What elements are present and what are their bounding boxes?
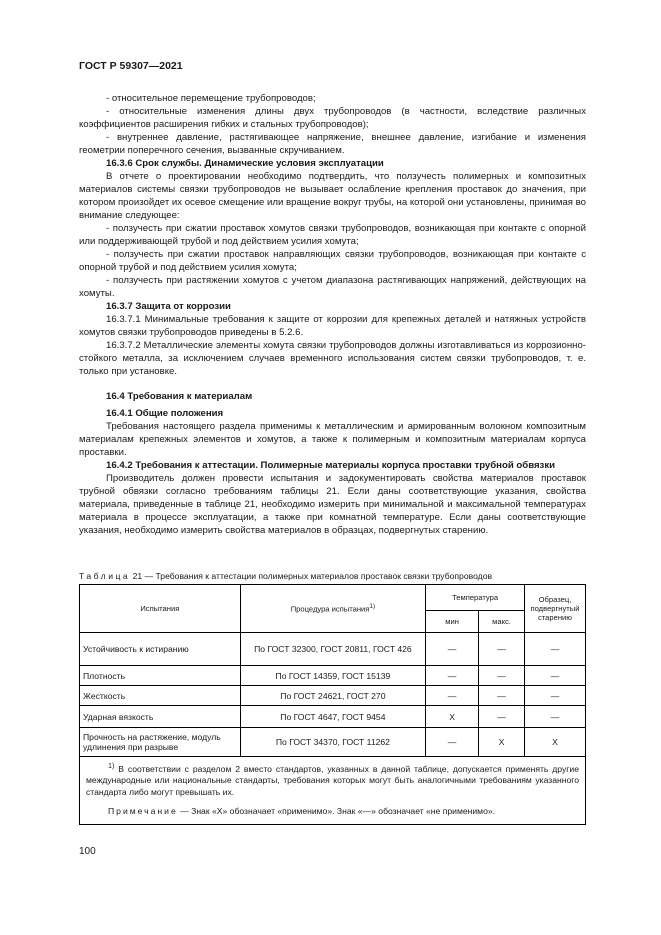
paragraph: В отчете о проектировании необходимо подтвердить, что ползучесть полимерных и композитных материалов системы связки трубопроводов не вызывает ослабление крепления проставок до значения, при котором произойдет их осевое смещение или вращение вокруг трубы, на которой они установлены, принимая во внимание следующее: [79, 171, 586, 221]
table-cell: По ГОСТ 32300, ГОСТ 20811, ГОСТ 426 [240, 633, 426, 666]
section-heading: 16.3.6 Срок службы. Динамические условия эксплуатации [106, 158, 384, 169]
table-cell: По ГОСТ 4647, ГОСТ 9454 [240, 706, 426, 728]
table-caption [79, 571, 492, 581]
table-row [80, 666, 586, 686]
table-row [80, 633, 586, 666]
footnote-mark: 1) [108, 762, 115, 770]
paragraph: - относительное перемещение трубопроводов; [106, 93, 316, 104]
section-heading: 16.4.1 Общие положения [106, 408, 224, 419]
paragraph: - ползучесть при растяжении хомутов с учетом диапазона растягивающих напряжений, действующих на хомуты. [79, 275, 586, 299]
paragraph: - ползучесть при сжатии проставок направляющих связки трубопроводов, возникающая при контакте с опорной трубой и под действием усилия хомута; [79, 249, 586, 273]
table-cell: X [426, 706, 479, 728]
table-cell: — [479, 666, 525, 686]
document-body [79, 92, 586, 537]
table-cell: — [524, 706, 585, 728]
footnote-text: В соответствии с разделом 2 вместо стандартов, указанных в данной таблице, допускается применять другие международные или национальные стандарты, требования которых могут быть аналогичными требованиям указанного стандарта либо могут превышать их. [86, 763, 579, 797]
header-procedure-label: Процедура испытания [290, 604, 370, 614]
header-temperature: Температура [426, 585, 525, 611]
table-row [80, 728, 586, 757]
table-cell: — [426, 728, 479, 757]
note-label: Примечание [108, 806, 178, 817]
table-cell: — [479, 633, 525, 666]
paragraph: - ползучесть при сжатии проставок хомутов связки трубопроводов, возникающая при контакте с опорной или поддерживающей трубой и под действием усилия хомута; [79, 223, 586, 247]
section-heading: 16.3.7 Защита от коррозии [106, 301, 231, 312]
table-cell: — [426, 666, 479, 686]
table-cell: — [479, 706, 525, 728]
table-cell: — [524, 686, 585, 706]
table-cell: По ГОСТ 24621, ГОСТ 270 [240, 686, 426, 706]
section-heading: 16.4.2 Требования к аттестации. Полимерные материалы корпуса проставки трубной обвязки [106, 460, 556, 471]
table-cell: X [479, 728, 525, 757]
paragraph: 16.3.7.1 Минимальные требования к защите от коррозии для крепежных деталей и натяжных устройств хомутов связки трубопроводов приведены в 5.2.6. [79, 314, 586, 338]
header-max: макс. [479, 611, 525, 633]
header-tests: Испытания [80, 585, 241, 633]
header-min: мин [426, 611, 479, 633]
table-cell: — [426, 633, 479, 666]
paragraph: - относительные изменения длины двух трубопроводов (в частности, вследствие различных коэффициентов расширения гибких и стальных трубопроводов); [79, 106, 586, 130]
table-row [80, 706, 586, 728]
table-cell: По ГОСТ 34370, ГОСТ 11262 [240, 728, 426, 757]
header-procedure [240, 585, 426, 633]
paragraph: Требования настоящего раздела применимы к металлическим и армированным волокном композитным материалам крепежных элементов и хомутов, а также к полимерным и композитным материалам корпуса проставки. [79, 421, 586, 458]
table-cell: Устойчивость к истиранию [80, 633, 241, 666]
table-cell: Ударная вязкость [80, 706, 241, 728]
table-cell: — [426, 686, 479, 706]
table-cell: Плотность [80, 666, 241, 686]
header-aged-sample: Образец, подвергнутый старению [524, 585, 585, 633]
paragraph: - внутреннее давление, растягивающее напряжение, внешнее давление, изгибание и изменения геометрии поперечного сечения, вызванные скручиванием. [79, 132, 586, 156]
table-cell: Жесткость [80, 686, 241, 706]
section-heading: 16.4 Требования к материалам [106, 391, 253, 402]
table-cell: По ГОСТ 14359, ГОСТ 15139 [240, 666, 426, 686]
table-footnote [80, 757, 586, 825]
table-caption-text: 21 — Требования к аттестации полимерных материалов проставок связки трубопроводов [132, 571, 493, 581]
table-cell: — [479, 686, 525, 706]
requirements-table [79, 584, 586, 825]
note-text: — Знак «X» обозначает «применимо». Знак «—» обозначает «не применимо». [180, 806, 496, 817]
document-header: ГОСТ Р 59307—2021 [79, 60, 183, 72]
table-row [80, 686, 586, 706]
table-footnote-row [80, 757, 586, 825]
table-cell: — [524, 633, 585, 666]
header-procedure-footnote-mark: 1) [369, 603, 376, 611]
table-cell: — [524, 666, 585, 686]
table-cell: X [524, 728, 585, 757]
paragraph: 16.3.7.2 Металлические элементы хомута связки трубопроводов должны изготавливаться из коррозионно-стойкого металла, за исключением случаев временного использования систем связки трубопроводов, т. е. только при установке. [79, 340, 586, 377]
table-caption-label: Таблица [79, 571, 131, 581]
paragraph: Производитель должен провести испытания и задокументировать свойства материалов проставок трубной обвязки согласно требованиям таблицы 21. Если даны соответствующие указания, свойства материала, приведенные в таблице 21, необходимо измерить при минимальной и максимальной температурах материала в процессе эксплуатации, а также при комнатной температуре. Если даны соответствующие указания, необходимо измерить свойства материалов в образцах, подвергнутых старению. [79, 473, 586, 536]
page-number: 100 [79, 846, 96, 857]
table-cell: Прочность на растяжение, модуль удлинения при разрыве [80, 728, 241, 757]
